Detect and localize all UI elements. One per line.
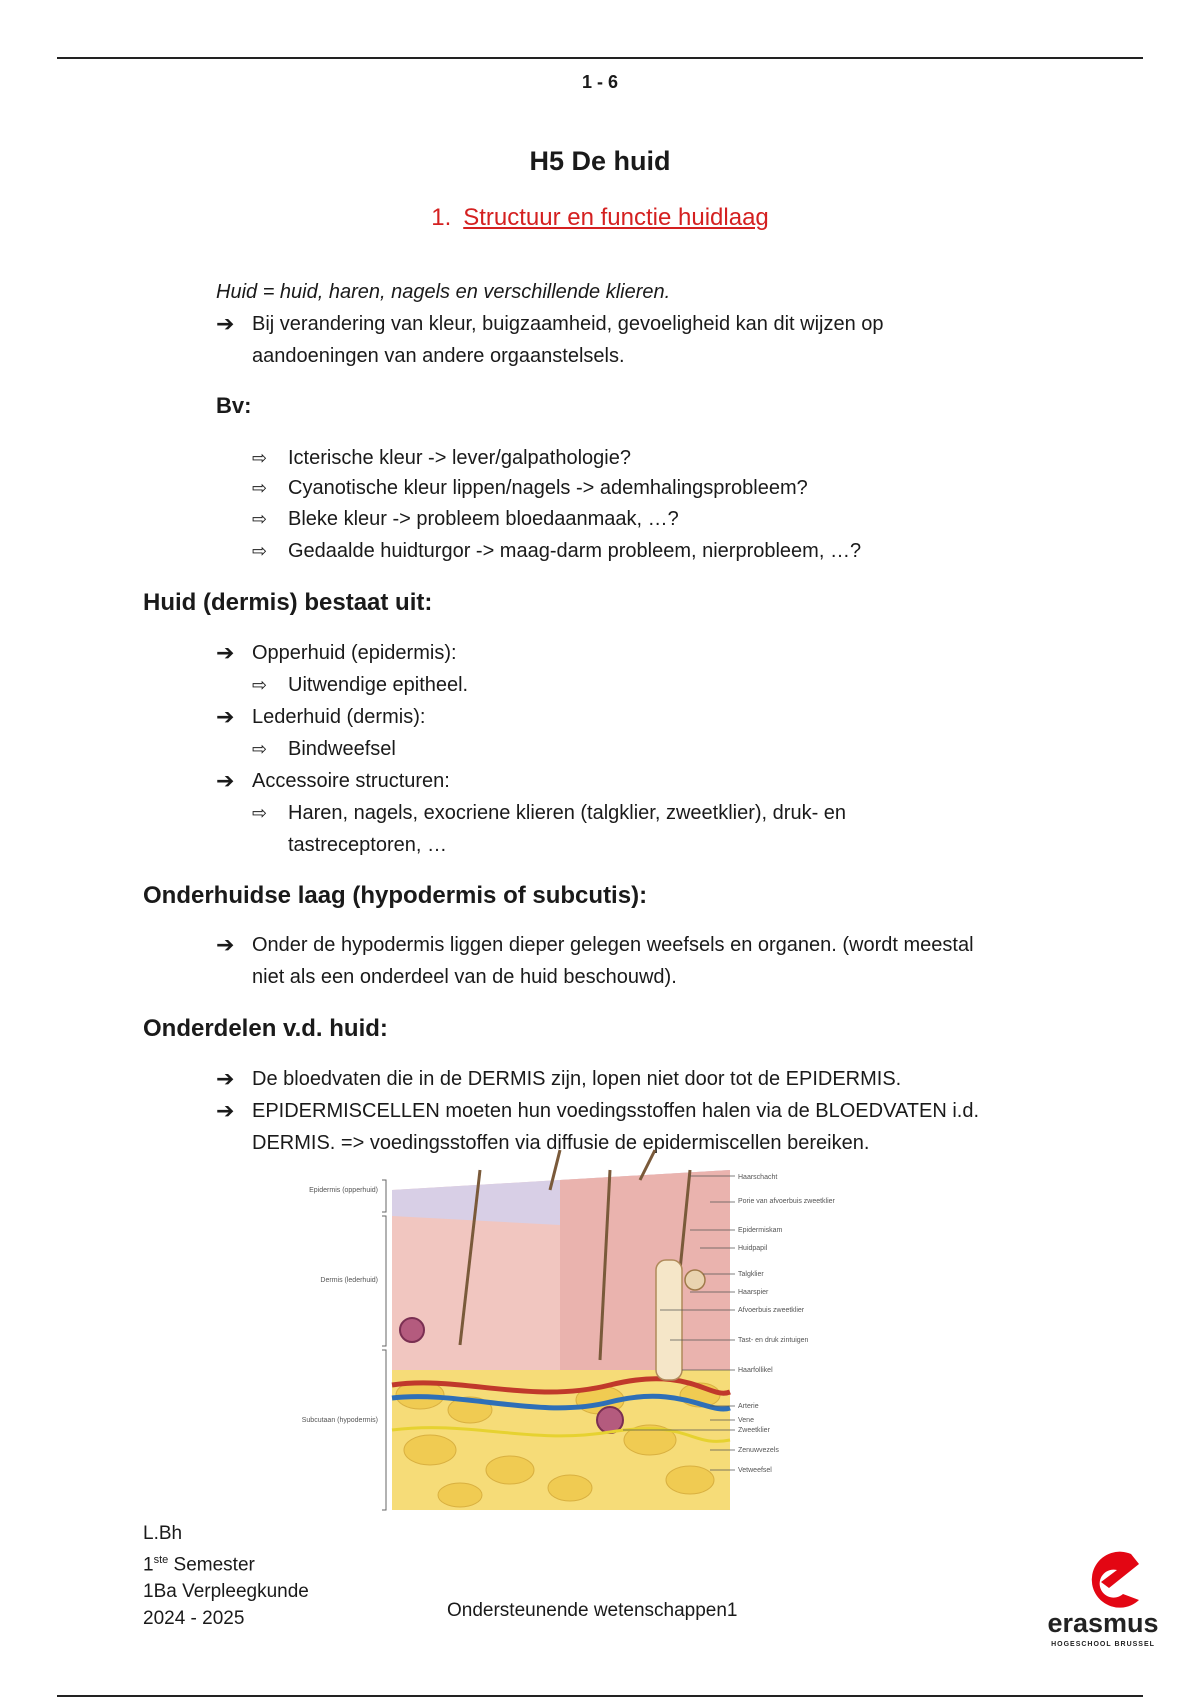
example-item (252, 535, 862, 567)
dermis-item-text: Opperhuid (epidermis): (252, 642, 457, 664)
dermis-subitem-line2: tastreceptoren, … (288, 834, 447, 856)
hollow-arrow-icon: ⇨ (252, 739, 268, 759)
arrow-right-icon: ➔ (216, 640, 235, 665)
hollow-arrow-icon: ⇨ (252, 675, 268, 695)
page-number: 1 - 6 (581, 72, 619, 92)
definition-text: Huid = huid, haren, nagels en verschillende klieren. (216, 281, 671, 303)
label-zweetklier: Zweetklier (738, 1427, 770, 1434)
subcutis-line1: Onder de hypodermis liggen dieper gelegen weefsels en organen. (wordt meestal (252, 934, 974, 956)
label-haarspier: Haarspier (738, 1289, 769, 1296)
dermis-item-text: Lederhuid (dermis): (252, 706, 426, 728)
label-haarschacht: Haarschacht (738, 1174, 778, 1181)
dermis-subitem (252, 733, 396, 765)
examples-label: Bv: (216, 393, 252, 418)
sweat-gland (400, 1318, 424, 1342)
footer-semester (143, 1547, 309, 1578)
arrow-right-icon: ➔ (216, 932, 235, 957)
label-epidermiskam: Epidermiskam (738, 1227, 783, 1234)
erasmus-logo-mark (1092, 1552, 1139, 1608)
section-number: 1. (431, 204, 452, 231)
footer-info (143, 1520, 309, 1632)
subcutis-item (216, 929, 974, 993)
footer-course: Ondersteunende wetenschappen1 (447, 1600, 738, 1621)
dermis-subitem-text: Bindweefsel (288, 738, 396, 760)
parts-heading: Onderdelen v.d. huid: (143, 1015, 388, 1042)
example-item (252, 503, 679, 535)
sebaceous-gland (685, 1270, 705, 1290)
example-text: Gedaalde huidturgor -> maag-darm probleem, nierprobleem, …? (288, 540, 862, 562)
arrow-right-icon: ➔ (216, 1066, 235, 1091)
intro-arrow-item (216, 308, 884, 372)
example-text: Cyanotische kleur lippen/nagels -> ademhalingsprobleem? (288, 477, 808, 499)
bracket-subcutis (382, 1350, 386, 1510)
arrow-right-icon: ➔ (216, 1098, 235, 1123)
section-title (0, 204, 1200, 232)
label-epidermis: Epidermis (opperhuid) (309, 1187, 378, 1194)
arrow-right-icon: ➔ (216, 704, 235, 729)
dermis-item (216, 637, 457, 669)
section-title-text: Structuur en functie huidlaag (463, 204, 769, 231)
parts-item (216, 1063, 902, 1095)
label-subcutis: Subcutaan (hypodermis) (301, 1417, 378, 1424)
label-talgklier: Talgklier (738, 1271, 764, 1278)
label-dermis: Dermis (lederhuid) (320, 1277, 378, 1284)
dermis-subitem-line1: Haren, nagels, exocriene klieren (talgklier, zweetklier), druk- en (288, 802, 847, 824)
bracket-epidermis (382, 1180, 386, 1212)
hollow-arrow-icon: ⇨ (252, 541, 268, 561)
bracket-dermis (382, 1216, 386, 1346)
dermis-item (216, 701, 426, 733)
label-afvoerbuis: Afvoerbuis zweetklier (738, 1307, 805, 1314)
hollow-arrow-icon: ⇨ (252, 509, 268, 529)
page-title: H5 De huid (529, 146, 671, 176)
label-arterie: Arterie (738, 1403, 759, 1410)
example-text: Icterische kleur -> lever/galpathologie? (288, 447, 631, 469)
parts-item-line2: DERMIS. => voedingsstoffen via diffusie de epidermiscellen bereiken. (252, 1132, 870, 1154)
erasmus-logo (1035, 1548, 1175, 1658)
hollow-arrow-icon: ⇨ (252, 478, 268, 498)
sweat-gland (597, 1407, 623, 1433)
header-rule (57, 57, 1143, 59)
hollow-arrow-icon: ⇨ (252, 803, 268, 823)
footer-year: 2024 - 2025 (143, 1608, 245, 1630)
label-zenuwvezels: Zenuwvezels (738, 1447, 779, 1454)
logo-wordmark: erasmus (1047, 1608, 1159, 1638)
label-tast-druk: Tast- en druk zintuigen (738, 1337, 809, 1344)
hair-follicle (656, 1260, 682, 1380)
label-haarfollikel: Haarfollikel (738, 1367, 773, 1374)
example-item (252, 472, 808, 504)
dermis-subitem (252, 669, 469, 701)
subcutis-line2: niet als een onderdeel van de huid beschouwd). (252, 966, 677, 988)
footer-rule (57, 1695, 1143, 1697)
label-vene: Vene (738, 1417, 754, 1424)
skin-diagram (301, 1170, 910, 1515)
dermis-subitem (252, 797, 847, 861)
right-labels (738, 1174, 836, 1474)
dermis-heading: Huid (dermis) bestaat uit: (143, 589, 433, 616)
intro-arrow-line2: aandoeningen van andere orgaanstelsels. (252, 345, 625, 367)
dermis-subitem-text: Uitwendige epitheel. (288, 674, 469, 696)
example-text: Bleke kleur -> probleem bloedaanmaak, …? (288, 508, 679, 530)
parts-item-line1: EPIDERMISCELLEN moeten hun voedingsstoffen halen via de BLOEDVATEN i.d. (252, 1100, 980, 1122)
semester-number: 1 (143, 1554, 154, 1576)
footer-program: 1Ba Verpleegkunde (143, 1581, 309, 1603)
semester-word: Semester (168, 1554, 255, 1576)
subcutis-heading: Onderhuidse laag (hypodermis of subcutis): (143, 882, 648, 909)
parts-item (216, 1095, 980, 1159)
label-vetweefsel: Vetweefsel (738, 1467, 772, 1474)
label-porie: Porie van afvoerbuis zweetklier (738, 1198, 835, 1205)
arrow-right-icon: ➔ (216, 768, 235, 793)
dermis-item (216, 765, 450, 797)
footer-author: L.Bh (143, 1523, 183, 1544)
parts-item-text: De bloedvaten die in de DERMIS zijn, lopen niet door tot de EPIDERMIS. (252, 1068, 902, 1090)
hollow-arrow-icon: ⇨ (252, 448, 268, 468)
example-item (252, 442, 631, 474)
dermis-item-text: Accessoire structuren: (252, 770, 450, 792)
arrow-right-icon: ➔ (216, 311, 235, 336)
semester-suffix: ste (153, 1554, 169, 1566)
intro-arrow-line1: Bij verandering van kleur, buigzaamheid, gevoeligheid kan dit wijzen op (252, 313, 884, 335)
label-huidpapil: Huidpapil (738, 1245, 768, 1252)
logo-subtext: HOGESCHOOL BRUSSEL (1051, 1641, 1155, 1648)
